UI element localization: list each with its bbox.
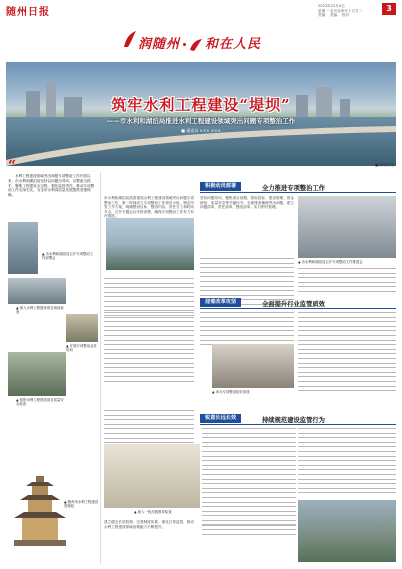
quote-mark-icon: “	[8, 158, 17, 174]
left-caption-2: ▲ 深入水利工程建设项目现场检查	[16, 306, 64, 315]
left-photo-2	[8, 278, 66, 304]
section-3-rule	[200, 424, 396, 425]
byline: ■ 通讯员 ××× ×××	[181, 128, 221, 133]
section-1-rule	[200, 192, 396, 193]
section-1-photo-caption: ▲ 市水利和湖泊局召开专项整治工作推进会	[298, 260, 363, 264]
lead-paragraph: 水利工程建设领域突出问题专项整治工作开展以来，市水利和湖泊局坚持以问题为导向，以整改为抓手，聚焦工程建设全过程，强化监管责任，推动专项整治工作走深走实，为全市水利高质量发展提供坚强保障。	[8, 174, 95, 198]
section-3-photo-caption: ▲ 深入一线开展督导检查	[134, 510, 172, 514]
theme-slogan-part2: 和在人民	[205, 37, 262, 52]
section-2-tag: 迎着改革攻坚	[200, 298, 241, 307]
text-lines	[298, 428, 396, 497]
text-lines	[104, 410, 194, 447]
left-caption-4: ▲ 组织水利工程建设项目质量安全检查	[16, 398, 64, 407]
newspaper-logo: 随州日报	[6, 7, 50, 18]
section-3-title: 持续规范建设监管行为	[262, 417, 325, 424]
section-3-photo-banner	[104, 444, 200, 508]
left-caption-5: ▲ 随州市水利工程建设管理局	[64, 500, 99, 509]
column-divider	[100, 172, 101, 564]
section-2-title: 全面提升行业监管质效	[262, 301, 325, 308]
headline: 筑牢水利工程建设“堤坝”	[111, 96, 291, 114]
section-1-photo-group	[106, 218, 194, 270]
section-1-body-col-2: 坚持问题导向，聚焦项目前期、招标投标、建设管理、资金使用、质量安全等关键环节，全面排查梳理突出问题，建立问题清单、责任清单、整改清单，实行销号管理。	[200, 196, 294, 210]
section-3-photo-aerial	[298, 500, 396, 562]
section-2-photo-lecture	[212, 344, 294, 388]
section-3-body-col-1: 建立健全长效机制，完善制度体系，强化日常监管，推动水利工程建设领域治理能力不断提升。	[104, 520, 194, 529]
section-2-photo-caption: ▲ 举办专项整治知识讲座	[212, 390, 250, 394]
issue-lunar-date: 星期一 农历癸卯年十月廿二	[318, 8, 363, 13]
hero-caption: ■ 图说筑堤	[375, 163, 394, 167]
section-1-title: 全力推进专项整治工作	[262, 185, 325, 192]
text-lines	[298, 268, 396, 296]
left-photo-1	[8, 222, 38, 274]
section-1-body-col-1: 市水利和湖泊局高度重视水利工程建设领域突出问题专项整治工作，第一时间成立专项整治工作领导小组，制定印发工作方案，明确整治目标、整治内容、责任分工和时间节点，召开专题会议安排部署，确保专项整治工作有力有序推进。	[104, 196, 194, 219]
section-1-photo-meeting	[298, 196, 396, 258]
left-photo-4	[8, 352, 66, 396]
water-brush-icon	[122, 29, 138, 49]
left-caption-1: ▲ 市水利和湖泊局召开专项整治工作部署会	[42, 252, 94, 261]
dam-road-shape	[6, 120, 396, 166]
harmony-brush-icon	[189, 38, 203, 52]
section-1-tag: 积极动员部署	[200, 182, 241, 191]
issue-date: 2023年12月4日	[318, 4, 345, 8]
pagoda-illustration	[10, 470, 70, 548]
issue-editors: 责编： 美编： 校对：	[318, 13, 353, 18]
hero-photo	[6, 62, 396, 166]
theme-slogan	[138, 33, 261, 52]
section-2-rule	[200, 308, 396, 309]
sub-headline: ——市水利和湖泊局推进水利工程建设领域突出问题专项整治工作	[106, 117, 296, 125]
left-photo-3	[66, 314, 98, 342]
theme-banner	[6, 19, 396, 60]
masthead	[6, 3, 396, 17]
theme-slogan-part1: 润随州	[138, 37, 181, 52]
separator-dot-icon	[183, 43, 186, 46]
page-number: 3	[382, 3, 396, 15]
text-lines	[104, 312, 194, 386]
left-caption-3: ▲ 开展专项整治业务培训	[66, 344, 97, 353]
text-lines	[298, 312, 396, 395]
issue-meta	[318, 4, 376, 18]
section-3-tag: 锐意长远长效	[200, 414, 241, 423]
text-lines	[202, 428, 296, 538]
